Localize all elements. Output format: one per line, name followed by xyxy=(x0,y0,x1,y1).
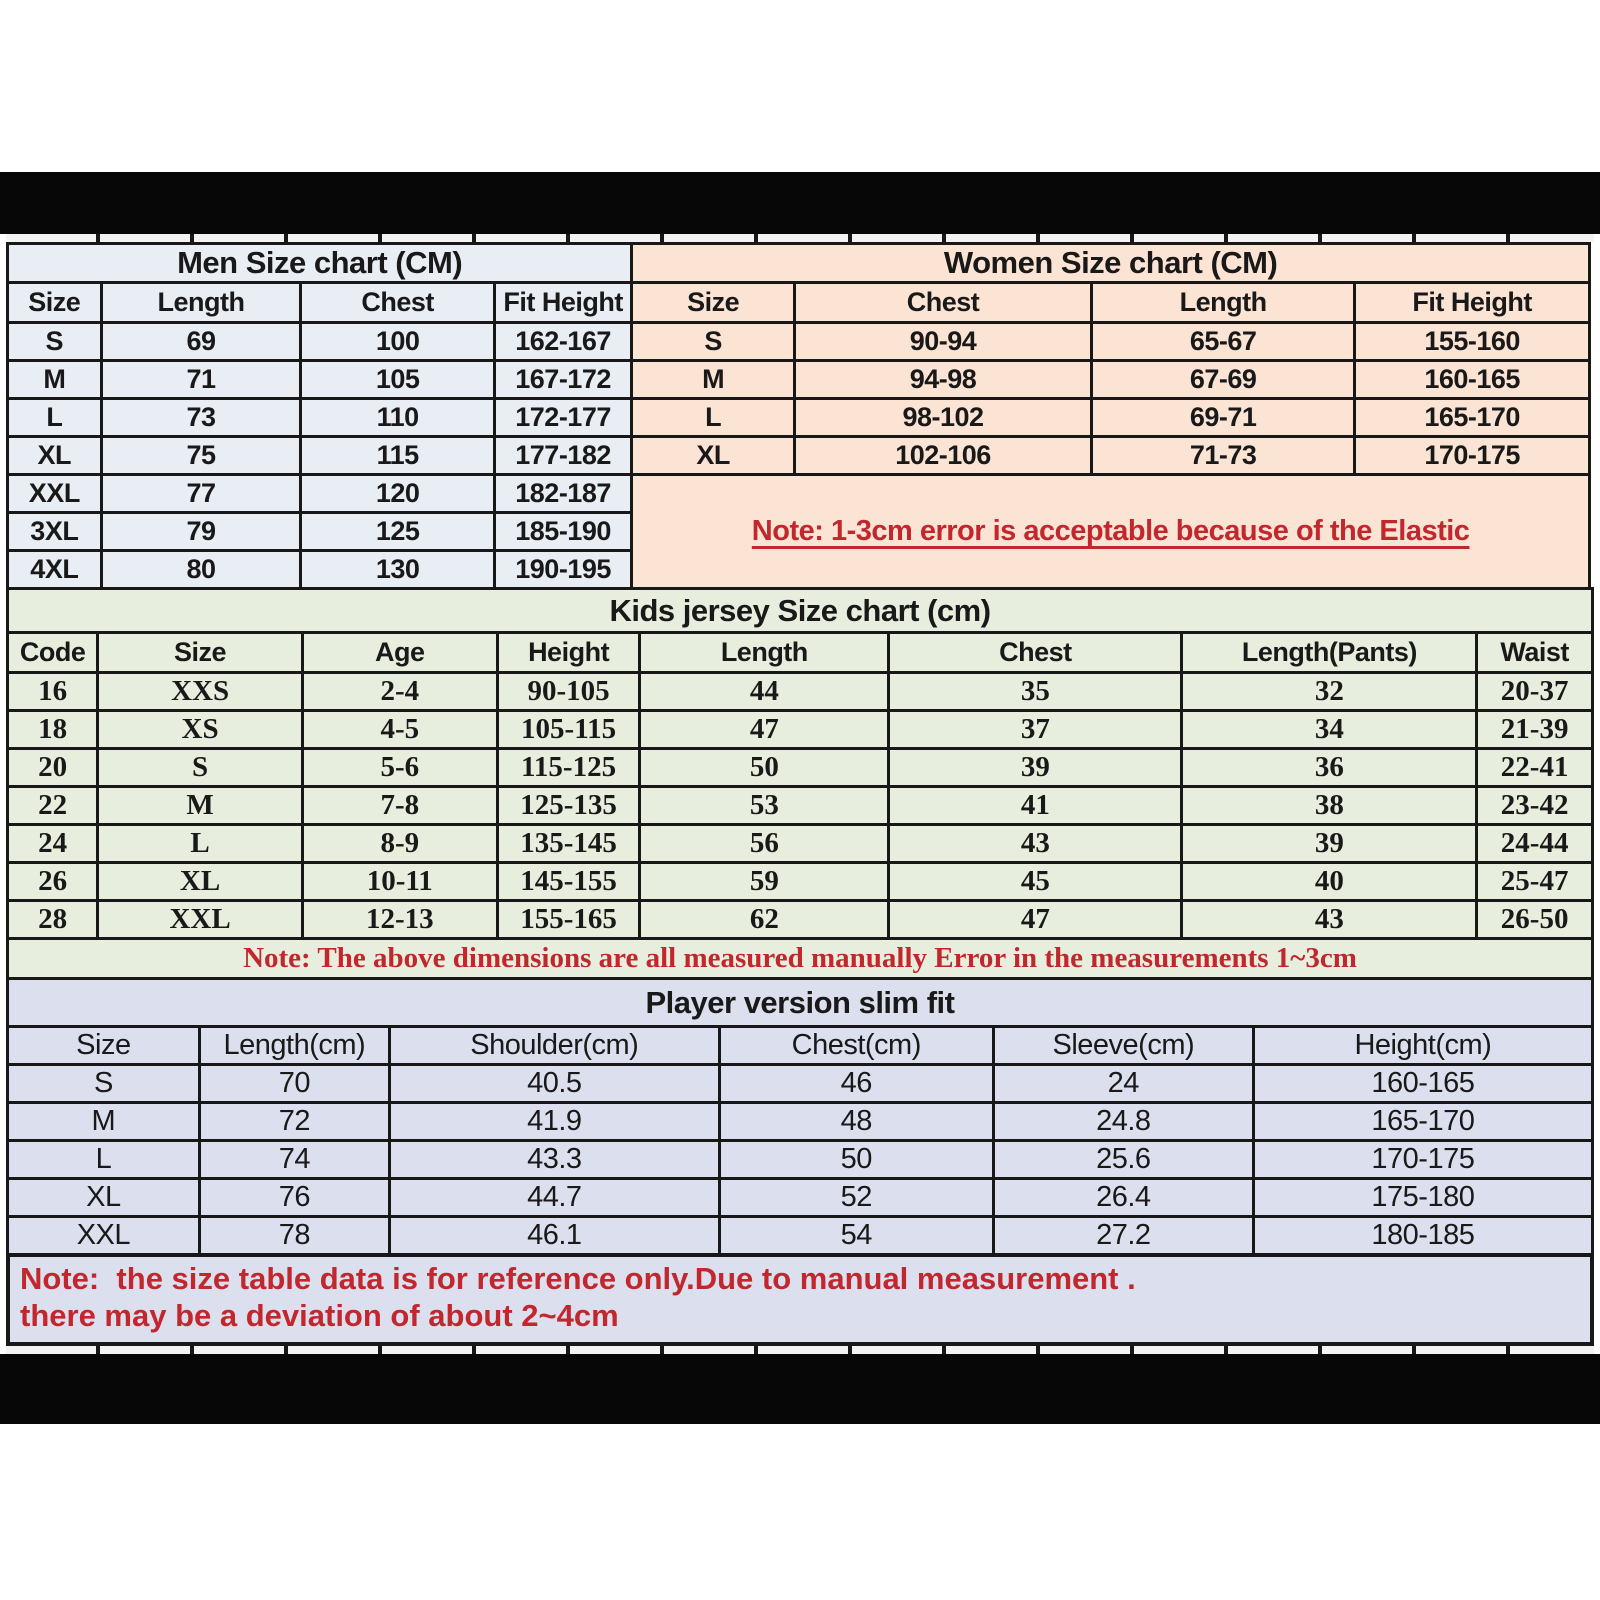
table-row xyxy=(8,323,632,361)
table-cell: L xyxy=(98,825,302,863)
table-cell: 26-50 xyxy=(1477,901,1593,939)
kids-size-chart-table xyxy=(6,587,1594,980)
table-cell: 135-145 xyxy=(497,825,640,863)
table-row xyxy=(8,1065,1593,1103)
table-cell: 56 xyxy=(640,825,889,863)
table-cell: 28 xyxy=(8,901,98,939)
table-cell: M xyxy=(8,1103,200,1141)
column-header: Waist xyxy=(1477,633,1593,673)
table-cell: 165-170 xyxy=(1355,399,1590,437)
table-cell: 160-165 xyxy=(1355,361,1590,399)
table-cell: 41.9 xyxy=(389,1103,719,1141)
adult-size-charts xyxy=(6,242,1594,590)
table-cell: 125 xyxy=(301,513,495,551)
kids-table-body xyxy=(8,673,1593,939)
column-header: Length xyxy=(1091,283,1354,323)
cell-tick-strip-bottom xyxy=(6,1346,1594,1354)
cell-tick-strip-top xyxy=(6,234,1594,242)
table-cell: 180-185 xyxy=(1253,1217,1592,1255)
table-cell: 4-5 xyxy=(302,711,497,749)
table-cell: 44 xyxy=(640,673,889,711)
table-cell: 39 xyxy=(889,749,1182,787)
table-cell: XS xyxy=(98,711,302,749)
table-cell: XL xyxy=(8,1179,200,1217)
men-size-chart-table xyxy=(6,242,633,590)
column-header: Length(Pants) xyxy=(1182,633,1477,673)
footer-note-line1: Note: the size table data is for reference only.Due to manual measurement . xyxy=(20,1261,1136,1296)
column-header: Sleeve(cm) xyxy=(993,1027,1253,1065)
table-cell: 25.6 xyxy=(993,1141,1253,1179)
table-row xyxy=(8,1141,1593,1179)
table-cell: S xyxy=(632,323,795,361)
table-cell: S xyxy=(8,1065,200,1103)
table-cell: 12-13 xyxy=(302,901,497,939)
table-row xyxy=(632,323,1590,361)
table-cell: 80 xyxy=(101,551,301,589)
table-cell: S xyxy=(8,323,102,361)
table-cell: 24 xyxy=(993,1065,1253,1103)
table-cell: 22 xyxy=(8,787,98,825)
table-cell: 46.1 xyxy=(389,1217,719,1255)
table-cell: 160-165 xyxy=(1253,1065,1592,1103)
table-cell: 90-105 xyxy=(497,673,640,711)
column-header: Chest xyxy=(301,283,495,323)
table-cell: 23-42 xyxy=(1477,787,1593,825)
table-cell: 90-94 xyxy=(795,323,1092,361)
column-header: Chest xyxy=(889,633,1182,673)
women-size-chart-title: Women Size chart (CM) xyxy=(632,244,1590,283)
table-cell: M xyxy=(98,787,302,825)
table-cell: 177-182 xyxy=(494,437,631,475)
table-cell: 5-6 xyxy=(302,749,497,787)
table-cell: 72 xyxy=(199,1103,389,1141)
table-cell: L xyxy=(8,1141,200,1179)
women-size-chart-table xyxy=(630,242,1591,590)
table-cell: 47 xyxy=(640,711,889,749)
table-cell: 53 xyxy=(640,787,889,825)
table-cell: 105-115 xyxy=(497,711,640,749)
column-header: Size xyxy=(632,283,795,323)
table-cell: 36 xyxy=(1182,749,1477,787)
table-cell: 32 xyxy=(1182,673,1477,711)
table-row xyxy=(8,437,632,475)
table-cell: 105 xyxy=(301,361,495,399)
column-header: Fit Height xyxy=(494,283,631,323)
table-cell: 52 xyxy=(719,1179,993,1217)
men-header-row xyxy=(8,283,632,323)
table-row xyxy=(8,863,1593,901)
table-cell: 45 xyxy=(889,863,1182,901)
table-row xyxy=(8,711,1593,749)
table-cell: 22-41 xyxy=(1477,749,1593,787)
table-cell: 24.8 xyxy=(993,1103,1253,1141)
letterbox-bar-bottom xyxy=(0,1354,1600,1424)
table-row xyxy=(8,787,1593,825)
table-cell: 165-170 xyxy=(1253,1103,1592,1141)
table-cell: 69-71 xyxy=(1091,399,1354,437)
top-white-margin xyxy=(0,0,1600,172)
table-row xyxy=(632,399,1590,437)
table-row xyxy=(632,361,1590,399)
kids-measurement-note: Note: The above dimensions are all measured manually Error in the measurements 1~3cm xyxy=(243,942,1357,974)
column-header: Size xyxy=(8,283,102,323)
table-cell: 70 xyxy=(199,1065,389,1103)
table-cell: 172-177 xyxy=(494,399,631,437)
table-cell: XL xyxy=(8,437,102,475)
men-table-body xyxy=(8,323,632,589)
table-cell: 4XL xyxy=(8,551,102,589)
player-version-table xyxy=(6,977,1594,1256)
table-cell: XL xyxy=(632,437,795,475)
table-cell: M xyxy=(632,361,795,399)
table-cell: 75 xyxy=(101,437,301,475)
table-cell: 16 xyxy=(8,673,98,711)
table-cell: 115 xyxy=(301,437,495,475)
men-size-chart-title: Men Size chart (CM) xyxy=(8,244,632,283)
size-chart-tables xyxy=(6,234,1594,1354)
table-cell: 18 xyxy=(8,711,98,749)
table-cell: 71 xyxy=(101,361,301,399)
table-cell: 27.2 xyxy=(993,1217,1253,1255)
player-header-row xyxy=(8,1027,1593,1065)
kids-header-row xyxy=(8,633,1593,673)
table-cell: 41 xyxy=(889,787,1182,825)
table-cell: XXS xyxy=(98,673,302,711)
table-cell: 170-175 xyxy=(1253,1141,1592,1179)
column-header: Size xyxy=(98,633,302,673)
table-cell: 50 xyxy=(719,1141,993,1179)
column-header: Height(cm) xyxy=(1253,1027,1592,1065)
table-cell: 98-102 xyxy=(795,399,1092,437)
column-header: Size xyxy=(8,1027,200,1065)
table-cell: 145-155 xyxy=(497,863,640,901)
table-row xyxy=(8,513,632,551)
table-row xyxy=(632,437,1590,475)
player-table-body xyxy=(8,1065,1593,1255)
column-header: Fit Height xyxy=(1355,283,1590,323)
column-header: Length(cm) xyxy=(199,1027,389,1065)
table-cell: 73 xyxy=(101,399,301,437)
table-cell: 26 xyxy=(8,863,98,901)
column-header: Age xyxy=(302,633,497,673)
table-cell: 125-135 xyxy=(497,787,640,825)
table-cell: 78 xyxy=(199,1217,389,1255)
table-cell: 94-98 xyxy=(795,361,1092,399)
table-cell: 175-180 xyxy=(1253,1179,1592,1217)
women-header-row xyxy=(632,283,1590,323)
table-cell: 43 xyxy=(1182,901,1477,939)
table-cell: 47 xyxy=(889,901,1182,939)
table-cell: 46 xyxy=(719,1065,993,1103)
table-cell: 24 xyxy=(8,825,98,863)
table-cell: 37 xyxy=(889,711,1182,749)
table-cell: 50 xyxy=(640,749,889,787)
women-table-body xyxy=(632,323,1590,475)
table-cell: 155-160 xyxy=(1355,323,1590,361)
table-cell: 67-69 xyxy=(1091,361,1354,399)
kids-size-chart-title: Kids jersey Size chart (cm) xyxy=(8,589,1593,633)
table-row xyxy=(8,551,632,589)
letterbox-bar-top xyxy=(0,172,1600,234)
table-cell: 24-44 xyxy=(1477,825,1593,863)
table-cell: 59 xyxy=(640,863,889,901)
table-cell: L xyxy=(8,399,102,437)
table-cell: 76 xyxy=(199,1179,389,1217)
table-cell: 48 xyxy=(719,1103,993,1141)
table-cell: 26.4 xyxy=(993,1179,1253,1217)
table-cell: 167-172 xyxy=(494,361,631,399)
table-cell: 71-73 xyxy=(1091,437,1354,475)
table-cell: 170-175 xyxy=(1355,437,1590,475)
table-cell: XXL xyxy=(98,901,302,939)
table-cell: 77 xyxy=(101,475,301,513)
footer-note-line2: there may be a deviation of about 2~4cm xyxy=(20,1297,619,1333)
table-row xyxy=(8,749,1593,787)
women-note-cell xyxy=(632,475,1590,589)
table-row xyxy=(8,1179,1593,1217)
table-cell: 21-39 xyxy=(1477,711,1593,749)
table-cell: XXL xyxy=(8,1217,200,1255)
table-cell: 7-8 xyxy=(302,787,497,825)
table-cell: 130 xyxy=(301,551,495,589)
footer-note-box xyxy=(6,1253,1594,1346)
table-cell: M xyxy=(8,361,102,399)
table-cell: XXL xyxy=(8,475,102,513)
table-cell: 155-165 xyxy=(497,901,640,939)
player-version-title: Player version slim fit xyxy=(8,979,1593,1027)
table-row xyxy=(8,901,1593,939)
table-cell: 3XL xyxy=(8,513,102,551)
table-cell: L xyxy=(632,399,795,437)
table-cell: S xyxy=(98,749,302,787)
table-cell: 182-187 xyxy=(494,475,631,513)
table-cell: 25-47 xyxy=(1477,863,1593,901)
table-row xyxy=(8,825,1593,863)
column-header: Length xyxy=(640,633,889,673)
table-cell: 10-11 xyxy=(302,863,497,901)
table-cell: 120 xyxy=(301,475,495,513)
table-cell: 8-9 xyxy=(302,825,497,863)
table-cell: 54 xyxy=(719,1217,993,1255)
table-cell: XL xyxy=(98,863,302,901)
table-cell: 65-67 xyxy=(1091,323,1354,361)
table-row xyxy=(8,475,632,513)
table-cell: 20 xyxy=(8,749,98,787)
table-row xyxy=(8,673,1593,711)
column-header: Chest xyxy=(795,283,1092,323)
column-header: Code xyxy=(8,633,98,673)
table-cell: 162-167 xyxy=(494,323,631,361)
table-cell: 100 xyxy=(301,323,495,361)
table-cell: 69 xyxy=(101,323,301,361)
table-cell: 115-125 xyxy=(497,749,640,787)
table-row xyxy=(8,399,632,437)
table-cell: 74 xyxy=(199,1141,389,1179)
table-cell: 79 xyxy=(101,513,301,551)
table-cell: 38 xyxy=(1182,787,1477,825)
column-header: Length xyxy=(101,283,301,323)
column-header: Height xyxy=(497,633,640,673)
kids-note-cell xyxy=(8,939,1593,979)
table-cell: 20-37 xyxy=(1477,673,1593,711)
table-cell: 110 xyxy=(301,399,495,437)
table-row xyxy=(8,361,632,399)
table-cell: 40.5 xyxy=(389,1065,719,1103)
women-elastic-note: Note: 1-3cm error is acceptable because of the Elastic xyxy=(751,515,1470,547)
table-cell: 43 xyxy=(889,825,1182,863)
table-cell: 62 xyxy=(640,901,889,939)
table-cell: 190-195 xyxy=(494,551,631,589)
table-cell: 35 xyxy=(889,673,1182,711)
table-cell: 185-190 xyxy=(494,513,631,551)
column-header: Chest(cm) xyxy=(719,1027,993,1065)
table-cell: 43.3 xyxy=(389,1141,719,1179)
table-cell: 102-106 xyxy=(795,437,1092,475)
column-header: Shoulder(cm) xyxy=(389,1027,719,1065)
table-cell: 44.7 xyxy=(389,1179,719,1217)
table-cell: 34 xyxy=(1182,711,1477,749)
table-cell: 39 xyxy=(1182,825,1477,863)
table-row xyxy=(8,1217,1593,1255)
table-cell: 40 xyxy=(1182,863,1477,901)
table-row xyxy=(8,1103,1593,1141)
table-cell: 2-4 xyxy=(302,673,497,711)
